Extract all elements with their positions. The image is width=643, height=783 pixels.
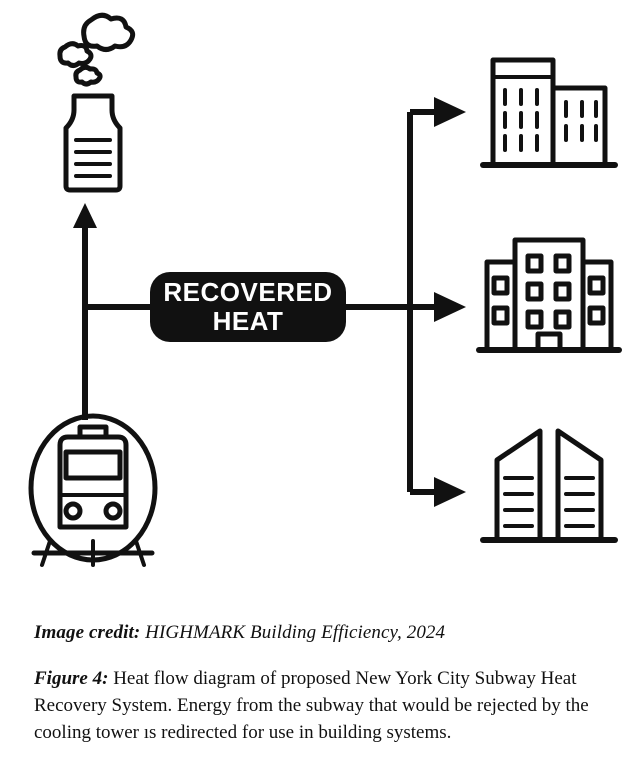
- image-credit-prefix: Image credit:: [34, 622, 141, 643]
- building-tall-pair-icon: [483, 60, 615, 165]
- building2-window: [494, 278, 507, 293]
- subway-train-icon: [31, 416, 155, 565]
- steam-puff-large: [84, 15, 133, 49]
- train-headlight-left: [66, 504, 80, 518]
- image-credit: [34, 622, 609, 644]
- caption-area: [0, 600, 643, 783]
- building2-window: [556, 312, 569, 327]
- arrowhead-right-bottom: [434, 477, 466, 507]
- building2-window: [590, 278, 603, 293]
- image-credit-text: HIGHMARK Building Efficiency, 2024: [140, 622, 446, 643]
- building2-window: [590, 308, 603, 323]
- building2-window: [528, 256, 541, 271]
- building2-window: [556, 284, 569, 299]
- steam-puff-small: [76, 67, 100, 84]
- building2-window: [556, 256, 569, 271]
- building-twin-towers-icon: [483, 431, 615, 540]
- arrowhead-up-cooling-tower: [73, 203, 97, 228]
- building2-window: [528, 284, 541, 299]
- building2-window: [528, 312, 541, 327]
- building-window-grid-icon: [479, 240, 619, 350]
- building2-window: [494, 308, 507, 323]
- figure-caption-label: Figure 4:: [34, 668, 109, 689]
- train-headlight-right: [106, 504, 120, 518]
- steam-puff-medium: [60, 44, 91, 66]
- train-windshield: [66, 452, 120, 478]
- train-roof-vent: [80, 427, 106, 437]
- arrowhead-right-top: [434, 97, 466, 127]
- arrowhead-right-middle: [434, 292, 466, 322]
- recovered-heat-line2: HEAT: [212, 306, 284, 336]
- figure-caption-text: Heat flow diagram of proposed New York City Subway Heat Recovery System. Energy from the subway that would be rejected by the cooling tower ıs redirected for use in building systems.: [34, 668, 589, 743]
- cooling-tower-icon: [60, 15, 133, 190]
- recovered-heat-line1: RECOVERED: [163, 277, 333, 307]
- building3-left-tower: [497, 431, 540, 540]
- building3-right-tower: [558, 431, 601, 540]
- figure-caption: [34, 666, 609, 747]
- recovered-heat-label: [150, 272, 346, 342]
